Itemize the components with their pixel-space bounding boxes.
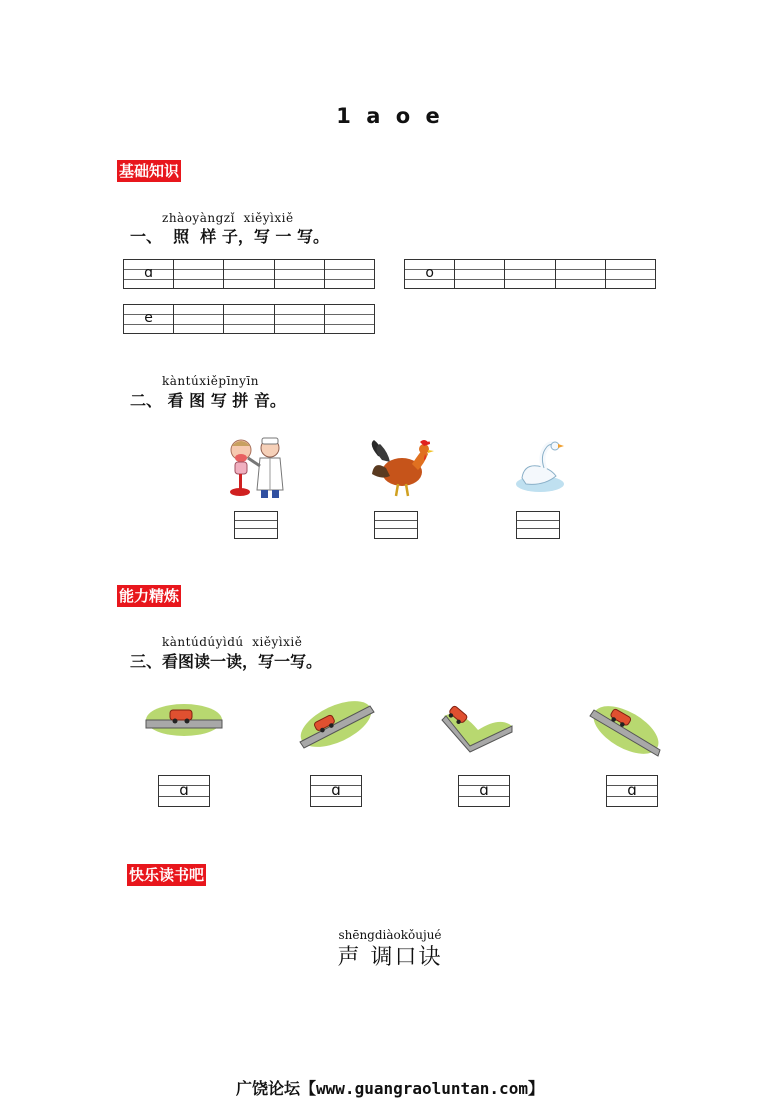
grid-cell[interactable] xyxy=(606,260,655,288)
tone-letter: ɑ xyxy=(179,781,189,799)
tone-letter: ɑ xyxy=(627,781,637,799)
grid-cell xyxy=(124,260,174,288)
grid-cell[interactable] xyxy=(505,260,555,288)
pinyin-answer-box-3[interactable] xyxy=(516,511,560,539)
writing-grid-e[interactable] xyxy=(123,304,375,334)
poem-pinyin: shēngdiàokǒujué xyxy=(338,928,442,942)
grid-cell[interactable] xyxy=(224,305,274,333)
goose-image xyxy=(514,438,566,494)
rooster-image xyxy=(368,438,436,500)
grid-cell[interactable] xyxy=(455,260,505,288)
writing-grid-a[interactable] xyxy=(123,259,375,289)
grid-cell[interactable] xyxy=(556,260,606,288)
doctor-child-image xyxy=(226,436,288,500)
grid-letter: o xyxy=(425,265,434,281)
tone-box-1[interactable] xyxy=(158,775,210,807)
tone-box-3[interactable] xyxy=(458,775,510,807)
grid-letter: ɑ xyxy=(144,265,154,281)
pinyin-answer-box-1[interactable] xyxy=(234,511,278,539)
tone-letter: ɑ xyxy=(479,781,489,799)
car-rising-road-image xyxy=(296,696,376,752)
page-title: 1 a o e xyxy=(336,104,444,128)
grid-cell[interactable] xyxy=(275,260,325,288)
poem-title: 声 调口诀 xyxy=(337,945,443,970)
q1-text: 一、 照 样 子，写 一 写。 xyxy=(130,227,329,246)
q2-pinyin: kàntúxiěpīnyīn xyxy=(162,374,260,388)
section-badge-ability: 能力精炼 xyxy=(119,587,180,605)
car-v-road-image xyxy=(440,702,516,754)
grid-cell[interactable] xyxy=(325,260,374,288)
grid-cell[interactable] xyxy=(275,305,325,333)
tone-letter: ɑ xyxy=(331,781,341,799)
section-badge-basic: 基础知识 xyxy=(119,162,180,180)
pinyin-answer-box-2[interactable] xyxy=(374,511,418,539)
grid-letter: e xyxy=(144,310,153,326)
tone-box-4[interactable] xyxy=(606,775,658,807)
grid-cell xyxy=(405,260,455,288)
grid-cell[interactable] xyxy=(325,305,374,333)
q3-pinyin: kàntúdúyìdú xiěyìxiě xyxy=(162,635,303,649)
writing-grid-o[interactable] xyxy=(404,259,656,289)
q2-text: 二、 看 图 写 拼 音。 xyxy=(130,391,286,410)
car-flat-road-image xyxy=(144,700,224,740)
section-badge-reading: 快乐读书吧 xyxy=(129,866,205,884)
q1-pinyin: zhàoyàngzǐ xiěyìxiě xyxy=(162,211,294,225)
grid-cell xyxy=(124,305,174,333)
car-falling-road-image xyxy=(588,700,664,760)
q3-text: 三、看图读一读，写一写。 xyxy=(130,652,323,671)
grid-cell[interactable] xyxy=(224,260,274,288)
tone-box-2[interactable] xyxy=(310,775,362,807)
grid-cell[interactable] xyxy=(174,260,224,288)
grid-cell[interactable] xyxy=(174,305,224,333)
footer-watermark: 广饶论坛【www.guangraoluntan.com】 xyxy=(236,1079,544,1098)
